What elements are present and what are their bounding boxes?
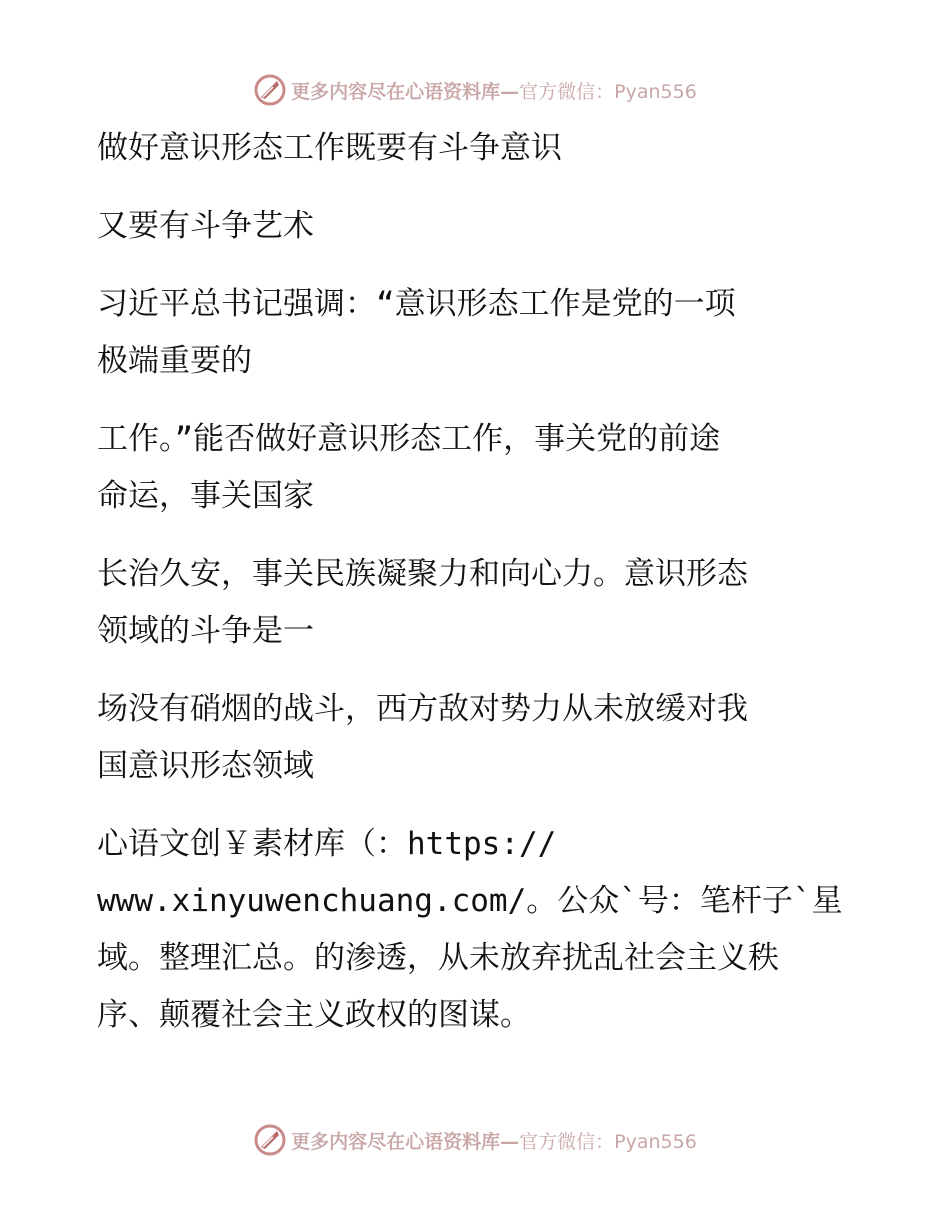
body-line: 场没有硝烟的战斗，西方敌对势力从未放缓对我 bbox=[97, 691, 748, 727]
footer-wechat-text: 官方微信：Pyan556 bbox=[519, 1130, 697, 1153]
body-line: 长治久安，事关民族凝聚力和向心力。意识形态 bbox=[97, 556, 748, 592]
article-body bbox=[97, 120, 857, 1044]
body-line: 域。整理汇总。的渗透，从未放弃扰乱社会主义秩 bbox=[97, 940, 779, 976]
quill-circle-icon bbox=[253, 1123, 287, 1157]
body-line: 工作。”能否做好意识形态工作，事关党的前途 bbox=[97, 421, 721, 457]
header-site-text: 更多内容尽在心语资料库— bbox=[291, 80, 520, 103]
header-wechat-text: 官方微信：Pyan556 bbox=[519, 80, 697, 103]
body-line: 习近平总书记强调：“意识形态工作是党的一项 bbox=[97, 286, 736, 322]
body-line: 极端重要的 bbox=[97, 343, 252, 379]
footer-site-text: 更多内容尽在心语资料库— bbox=[291, 1130, 520, 1153]
body-line: 又要有斗争艺术 bbox=[97, 208, 314, 244]
body-line: 国意识形态领域 bbox=[97, 748, 314, 784]
quill-circle-icon bbox=[253, 73, 287, 107]
header-watermark bbox=[0, 70, 950, 110]
body-line: 做好意识形态工作既要有斗争意识 bbox=[97, 130, 562, 166]
body-line: 心语文创￥素材库（：https:// bbox=[97, 826, 557, 862]
body-line: 领域的斗争是一 bbox=[97, 613, 314, 649]
footer-watermark bbox=[0, 1120, 950, 1160]
body-line: 命运，事关国家 bbox=[97, 478, 314, 514]
body-line: 序、颠覆社会主义政权的图谋。 bbox=[97, 997, 531, 1033]
body-line: www.xinyuwenchuang.com/。公众`号：笔杆子`星 bbox=[97, 883, 843, 919]
